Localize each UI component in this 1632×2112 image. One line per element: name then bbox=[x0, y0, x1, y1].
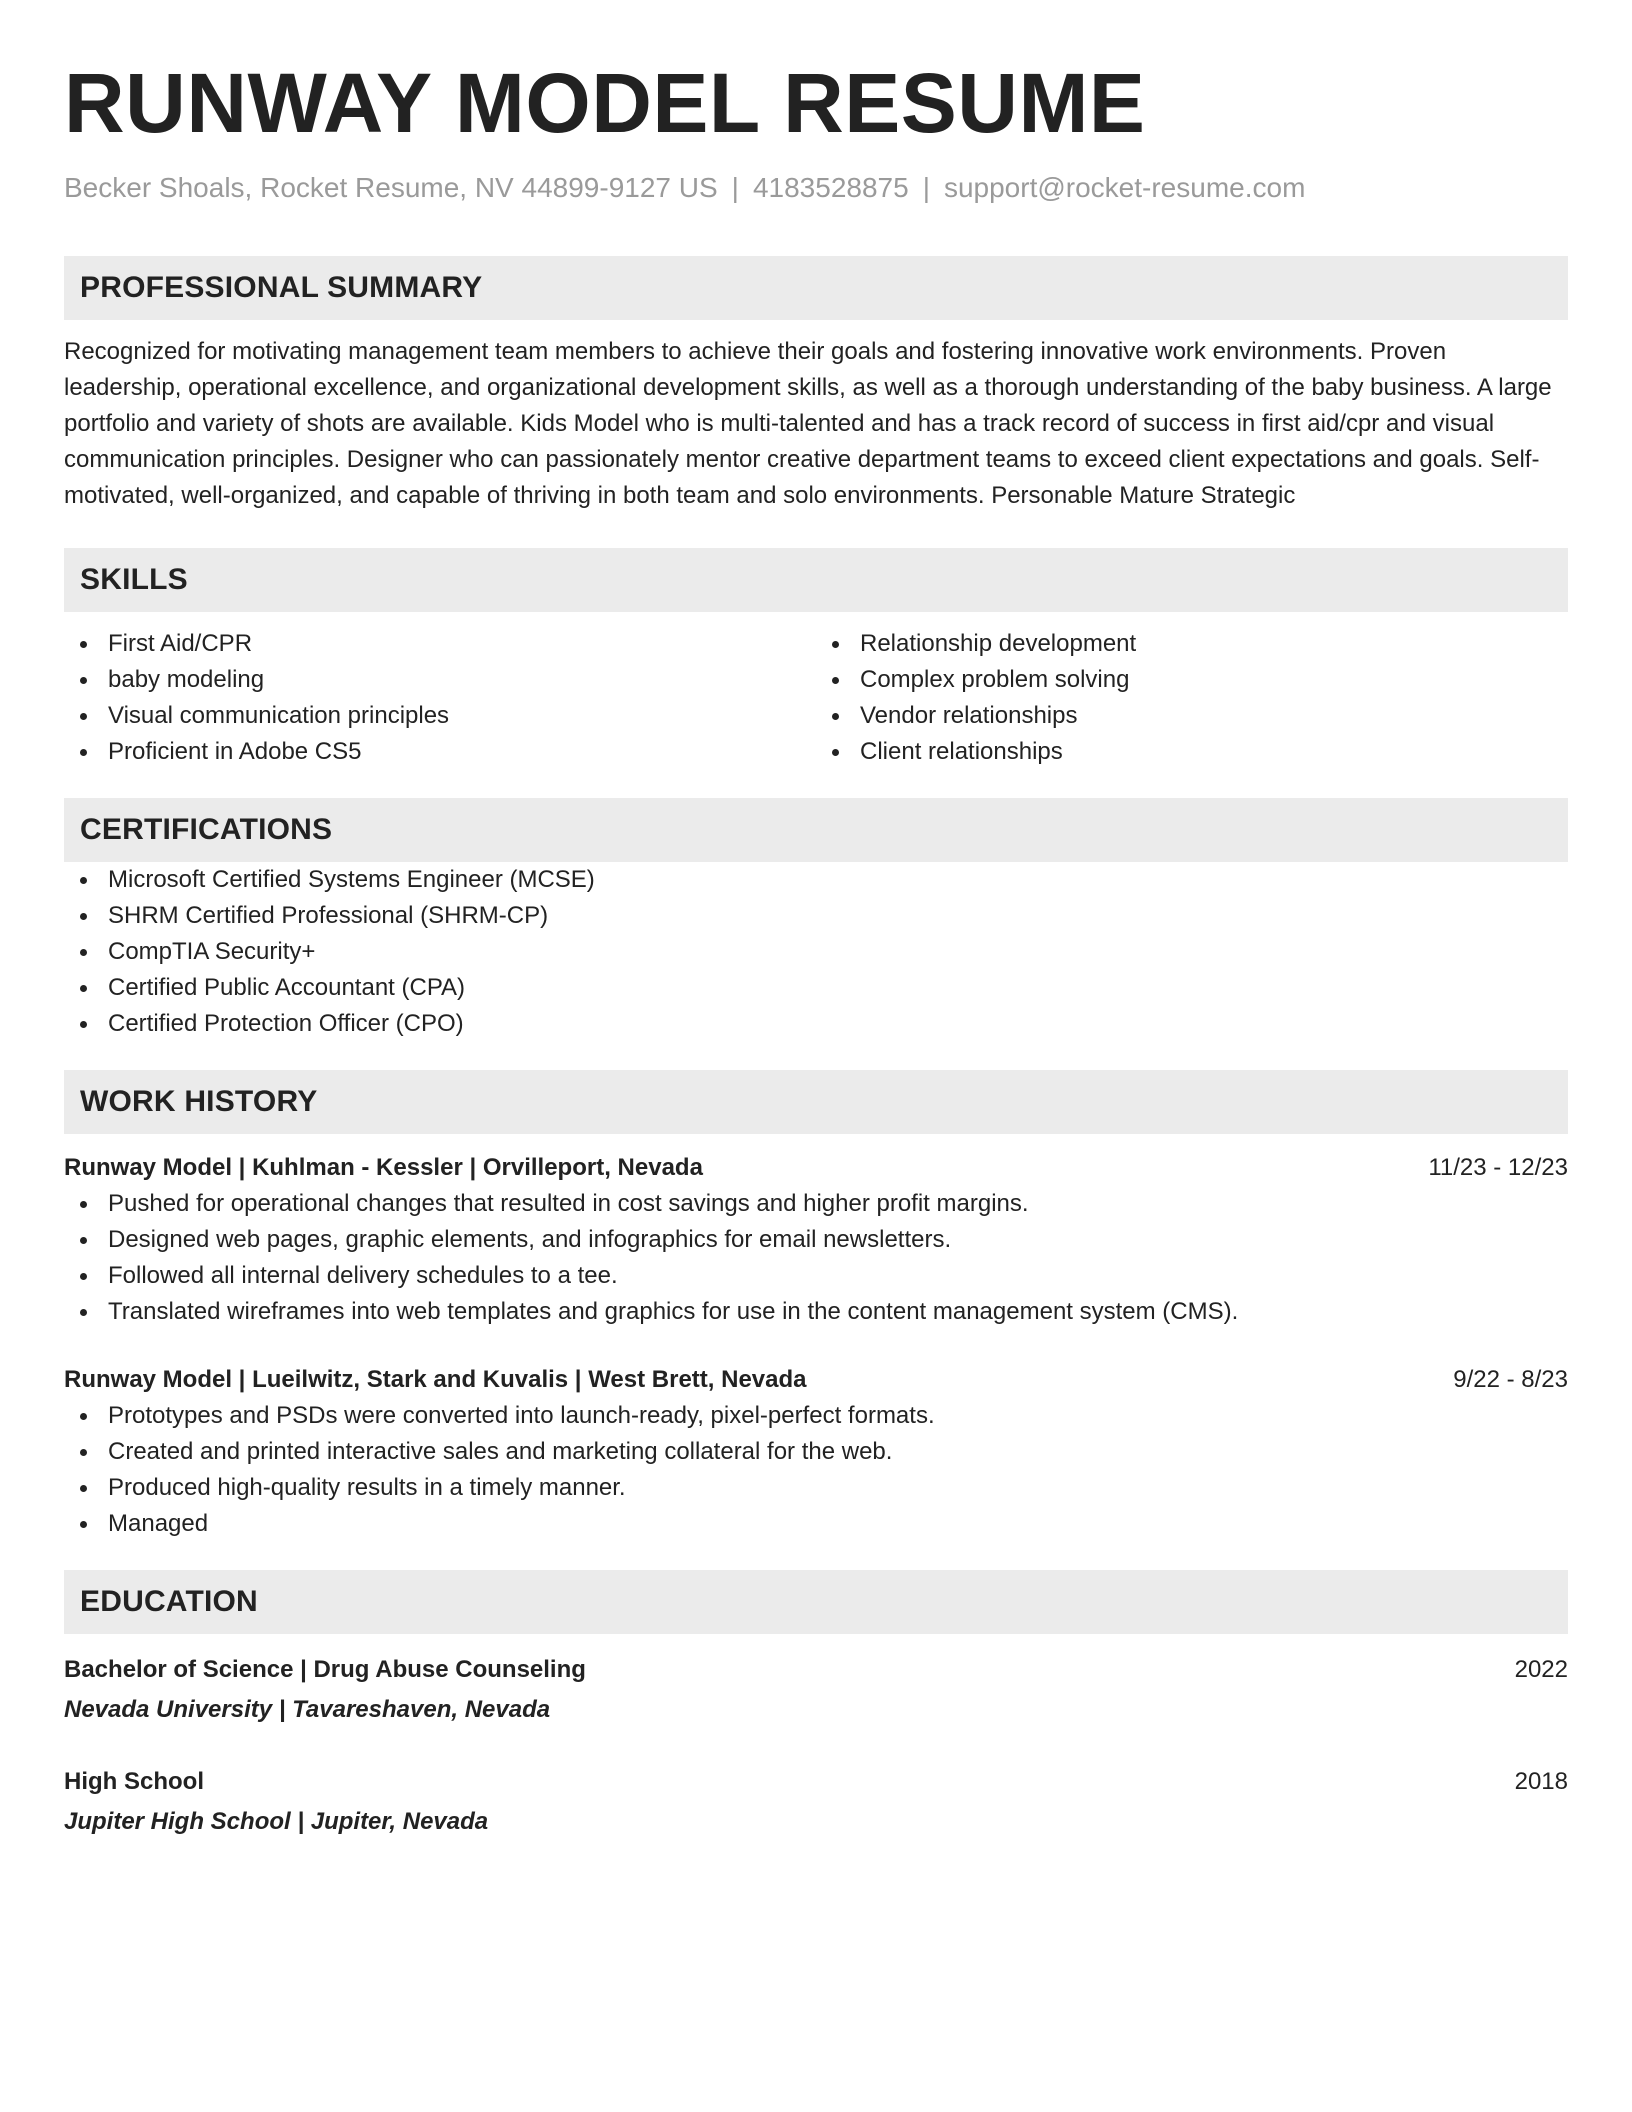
skills-grid bbox=[64, 626, 1568, 770]
job-duty: Managed bbox=[64, 1506, 1568, 1542]
summary-text: Recognized for motivating management team members to achieve their goals and fostering innovative work environments. Proven leadership, operational excellence, and organizational development skills, as well as a thorough understanding of the baby business. A large portfolio and variety of shots are available. Kids Model who is multi-talented and has a track record of success in first aid/cpr and visual communication principles. Designer who can passionately mentor creative department teams to exceed client expectations and goals. Self-motivated, well-organized, and capable of thriving in both team and solo environments. Personable Mature Strategic bbox=[64, 338, 1552, 509]
skill-item: Complex problem solving bbox=[816, 662, 1568, 698]
job-title: Runway Model | Lueilwitz, Stark and Kuvalis | West Brett, Nevada bbox=[64, 1366, 807, 1393]
job-duties-list bbox=[64, 1398, 1568, 1542]
skills-column-right bbox=[816, 626, 1568, 770]
certification-item: SHRM Certified Professional (SHRM-CP) bbox=[64, 898, 1568, 934]
job-dates: 9/22 - 8/23 bbox=[1453, 1366, 1568, 1393]
job-title: Runway Model | Kuhlman - Kessler | Orvilleport, Nevada bbox=[64, 1154, 703, 1181]
education-degree: High School bbox=[64, 1768, 204, 1795]
education-year: 2018 bbox=[1514, 1768, 1568, 1795]
job-duty: Prototypes and PSDs were converted into launch-ready, pixel-perfect formats. bbox=[64, 1398, 1568, 1434]
certification-item: Certified Public Accountant (CPA) bbox=[64, 970, 1568, 1006]
skill-item: Proficient in Adobe CS5 bbox=[64, 734, 816, 770]
skill-item: First Aid/CPR bbox=[64, 626, 816, 662]
education-degree: Bachelor of Science | Drug Abuse Counseling bbox=[64, 1656, 586, 1683]
skill-item: Vendor relationships bbox=[816, 698, 1568, 734]
section-header-skills: SKILLS bbox=[64, 548, 1568, 612]
job-entry-header bbox=[64, 1362, 1568, 1398]
resume-title: RUNWAY MODEL RESUME bbox=[64, 56, 1146, 150]
education-year: 2022 bbox=[1514, 1656, 1568, 1683]
job-duties-list bbox=[64, 1186, 1568, 1330]
education-entry-header bbox=[64, 1764, 1568, 1800]
contact-separator: | bbox=[922, 172, 930, 203]
education-school: Jupiter High School | Jupiter, Nevada bbox=[64, 1808, 489, 1835]
education-school: Nevada University | Tavareshaven, Nevada bbox=[64, 1696, 551, 1723]
job-duty: Followed all internal delivery schedules to a tee. bbox=[64, 1258, 1568, 1294]
section-header-summary: PROFESSIONAL SUMMARY bbox=[64, 256, 1568, 320]
job-duty: Created and printed interactive sales and marketing collateral for the web. bbox=[64, 1434, 1568, 1470]
skill-item: baby modeling bbox=[64, 662, 816, 698]
job-entry-header bbox=[64, 1150, 1568, 1186]
job-duty: Translated wireframes into web templates and graphics for use in the content management system (CMS). bbox=[64, 1294, 1568, 1330]
contact-separator: | bbox=[731, 172, 739, 203]
section-header-certifications: CERTIFICATIONS bbox=[64, 798, 1568, 862]
contact-line bbox=[64, 168, 1568, 208]
job-duty: Pushed for operational changes that resulted in cost savings and higher profit margins. bbox=[64, 1186, 1568, 1222]
contact-phone: 4183528875 bbox=[752, 172, 909, 203]
certification-item: CompTIA Security+ bbox=[64, 934, 1568, 970]
contact-email: support@rocket-resume.com bbox=[943, 172, 1306, 203]
job-duty: Produced high-quality results in a timely manner. bbox=[64, 1470, 1568, 1506]
certification-item: Certified Protection Officer (CPO) bbox=[64, 1006, 1568, 1042]
certifications-list bbox=[64, 862, 1568, 1042]
section-header-education: EDUCATION bbox=[64, 1570, 1568, 1634]
job-dates: 11/23 - 12/23 bbox=[1428, 1154, 1568, 1181]
contact-address: Becker Shoals, Rocket Resume, NV 44899-9127 US bbox=[64, 172, 718, 203]
skill-item: Relationship development bbox=[816, 626, 1568, 662]
skill-item: Client relationships bbox=[816, 734, 1568, 770]
skill-item: Visual communication principles bbox=[64, 698, 816, 734]
certification-item: Microsoft Certified Systems Engineer (MCSE) bbox=[64, 862, 1568, 898]
section-header-work-history: WORK HISTORY bbox=[64, 1070, 1568, 1134]
skills-column-left bbox=[64, 626, 816, 770]
education-entry-header bbox=[64, 1652, 1568, 1688]
job-duty: Designed web pages, graphic elements, and infographics for email newsletters. bbox=[64, 1222, 1568, 1258]
